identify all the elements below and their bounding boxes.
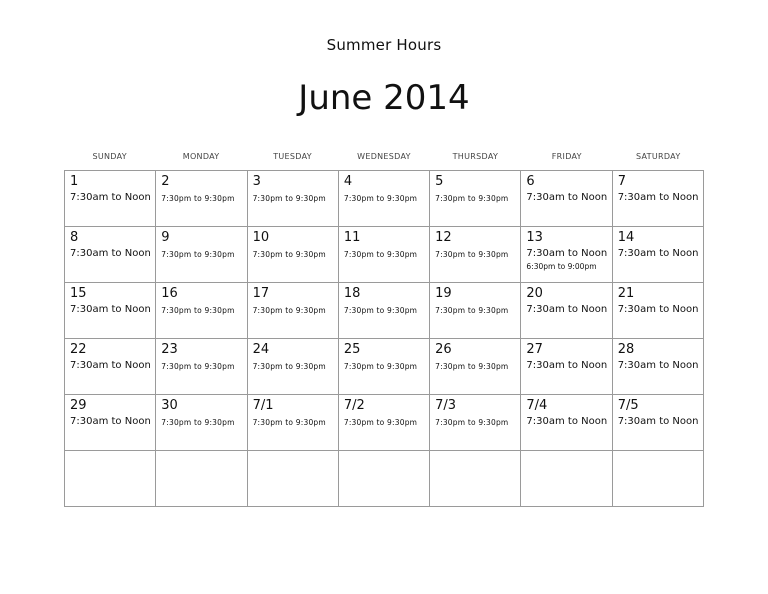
day-hours: 7:30am to Noon bbox=[70, 416, 151, 427]
day-cell-content bbox=[248, 339, 338, 394]
day-cell-content bbox=[156, 171, 246, 226]
day-hours: 7:30pm to 9:30pm bbox=[252, 362, 326, 371]
day-number: 2 bbox=[161, 174, 170, 189]
day-number: 14 bbox=[617, 230, 635, 245]
day-number: 10 bbox=[252, 230, 270, 245]
day-cell-content bbox=[430, 283, 520, 338]
day-hours: 7:30am to Noon bbox=[70, 192, 151, 203]
day-number: 30 bbox=[161, 398, 178, 413]
calendar-week-row bbox=[65, 171, 704, 227]
day-cell bbox=[612, 283, 703, 339]
day-cell bbox=[65, 227, 156, 283]
day-number: 7/2 bbox=[343, 398, 365, 413]
day-cell-content bbox=[65, 171, 155, 226]
day-cell-content bbox=[339, 339, 429, 394]
day-hours: 7:30am to Noon bbox=[70, 304, 151, 315]
day-cell-content bbox=[613, 227, 703, 282]
day-hours: 7:30pm to 9:30pm bbox=[343, 194, 418, 203]
day-hours: 7:30pm to 9:30pm bbox=[161, 194, 235, 203]
day-cell bbox=[156, 395, 247, 451]
day-cell-content bbox=[613, 283, 703, 338]
day-hours: 7:30pm to 9:30pm bbox=[343, 418, 418, 427]
day-hours: 7:30pm to 9:30pm bbox=[343, 306, 418, 315]
day-cell-content bbox=[339, 395, 429, 450]
day-hours: 7:30pm to 9:30pm bbox=[161, 418, 235, 427]
weekday-wednesday: WEDNESDAY bbox=[357, 152, 411, 161]
day-hours: 7:30am to Noon bbox=[617, 416, 699, 427]
day-cell bbox=[338, 451, 429, 507]
day-cell-content bbox=[156, 283, 246, 338]
day-hours: 7:30pm to 9:30pm bbox=[161, 250, 235, 259]
day-hours: 7:30am to Noon bbox=[617, 248, 699, 259]
day-cell-content bbox=[521, 171, 611, 226]
day-cell bbox=[521, 227, 612, 283]
day-cell bbox=[338, 395, 429, 451]
day-number: 7/3 bbox=[435, 398, 457, 413]
day-cell bbox=[65, 451, 156, 507]
day-cell-content bbox=[156, 395, 246, 450]
calendar-week-row bbox=[65, 339, 704, 395]
calendar-week-row bbox=[65, 227, 704, 283]
day-cell-content bbox=[613, 451, 703, 506]
day-cell bbox=[247, 339, 338, 395]
day-cell bbox=[65, 339, 156, 395]
day-cell-content bbox=[339, 451, 429, 506]
day-hours: 7:30pm to 9:30pm bbox=[161, 306, 235, 315]
day-cell-content bbox=[248, 395, 338, 450]
day-cell-content bbox=[339, 283, 429, 338]
day-hours: 7:30pm to 9:30pm bbox=[252, 194, 326, 203]
day-cell bbox=[247, 451, 338, 507]
day-cell bbox=[338, 171, 429, 227]
day-cell bbox=[430, 171, 521, 227]
day-number: 19 bbox=[435, 286, 452, 301]
calendar-week-row bbox=[65, 283, 704, 339]
day-cell bbox=[430, 283, 521, 339]
day-cell bbox=[612, 171, 703, 227]
day-hours: 7:30am to Noon bbox=[617, 192, 699, 203]
day-cell bbox=[521, 451, 612, 507]
day-cell bbox=[338, 283, 429, 339]
day-cell bbox=[521, 171, 612, 227]
day-number: 8 bbox=[70, 230, 79, 245]
weekday-monday: MONDAY bbox=[182, 152, 220, 161]
day-number: 11 bbox=[343, 230, 361, 245]
day-hours: 7:30pm to 9:30pm bbox=[252, 418, 326, 427]
day-cell bbox=[156, 227, 247, 283]
day-number: 17 bbox=[252, 286, 270, 301]
day-cell-content bbox=[521, 227, 611, 282]
calendar-title: June 2014 bbox=[298, 78, 470, 118]
weekday-saturday: SATURDAY bbox=[635, 152, 681, 161]
day-hours: 7:30pm to 9:30pm bbox=[435, 250, 509, 259]
day-cell bbox=[612, 451, 703, 507]
day-cell bbox=[612, 227, 703, 283]
day-cell-content bbox=[430, 227, 520, 282]
day-hours: 7:30am to Noon bbox=[526, 248, 608, 259]
day-number: 13 bbox=[526, 230, 543, 245]
day-cell bbox=[247, 227, 338, 283]
day-cell bbox=[521, 395, 612, 451]
day-hours: 7:30pm to 9:30pm bbox=[435, 194, 509, 203]
day-hours: 7:30pm to 9:30pm bbox=[435, 306, 509, 315]
day-cell bbox=[247, 283, 338, 339]
day-extra-hours: 6:30pm to 9:00pm bbox=[526, 262, 597, 271]
day-number: 20 bbox=[526, 286, 543, 301]
day-hours: 7:30pm to 9:30pm bbox=[161, 362, 235, 371]
day-cell bbox=[338, 339, 429, 395]
calendar-week-row bbox=[65, 395, 704, 451]
weekday-friday: FRIDAY bbox=[551, 152, 582, 161]
day-hours: 7:30pm to 9:30pm bbox=[252, 250, 326, 259]
day-cell-content bbox=[65, 339, 155, 394]
day-cell-content bbox=[521, 283, 611, 338]
day-hours: 7:30am to Noon bbox=[526, 192, 608, 203]
day-cell-content bbox=[521, 339, 611, 394]
day-cell bbox=[430, 451, 521, 507]
day-number: 3 bbox=[252, 174, 261, 189]
day-cell-content bbox=[156, 339, 246, 394]
day-cell-content bbox=[248, 171, 338, 226]
day-cell-content bbox=[248, 283, 338, 338]
day-cell-content bbox=[430, 171, 520, 226]
day-cell-content bbox=[613, 395, 703, 450]
day-number: 24 bbox=[252, 342, 270, 357]
day-cell-content bbox=[613, 339, 703, 394]
day-number: 16 bbox=[161, 286, 178, 301]
day-cell-content bbox=[339, 171, 429, 226]
day-cell-content bbox=[339, 227, 429, 282]
day-cell bbox=[247, 395, 338, 451]
day-cell-content bbox=[156, 451, 246, 506]
day-hours: 7:30pm to 9:30pm bbox=[343, 250, 418, 259]
day-hours: 7:30am to Noon bbox=[526, 360, 608, 371]
day-cell-content bbox=[65, 283, 155, 338]
day-hours: 7:30am to Noon bbox=[526, 304, 608, 315]
weekday-tuesday: TUESDAY bbox=[273, 152, 312, 161]
day-cell bbox=[521, 283, 612, 339]
day-number: 5 bbox=[435, 174, 444, 189]
day-cell-content bbox=[65, 451, 155, 506]
day-cell bbox=[430, 395, 521, 451]
day-cell-content bbox=[613, 171, 703, 226]
day-cell bbox=[612, 339, 703, 395]
weekday-header bbox=[64, 152, 704, 161]
day-number: 1 bbox=[70, 174, 79, 189]
day-number: 29 bbox=[70, 398, 87, 413]
day-number: 4 bbox=[343, 174, 353, 189]
day-number: 27 bbox=[526, 342, 543, 357]
day-cell-content bbox=[521, 395, 611, 450]
day-cell-content bbox=[430, 339, 520, 394]
day-cell bbox=[65, 395, 156, 451]
calendar-week-row bbox=[65, 451, 704, 507]
day-number: 18 bbox=[343, 286, 361, 301]
day-cell-content bbox=[248, 451, 338, 506]
weekday-sunday: SUNDAY bbox=[92, 152, 127, 161]
day-cell bbox=[156, 451, 247, 507]
calendar-body bbox=[65, 171, 704, 507]
day-hours: 7:30am to Noon bbox=[70, 360, 151, 371]
day-number: 7/1 bbox=[252, 398, 274, 413]
day-hours: 7:30pm to 9:30pm bbox=[435, 418, 509, 427]
day-number: 12 bbox=[435, 230, 452, 245]
day-hours: 7:30pm to 9:30pm bbox=[343, 362, 418, 371]
day-cell-content bbox=[156, 227, 246, 282]
day-cell bbox=[338, 227, 429, 283]
day-cell bbox=[156, 339, 247, 395]
day-cell bbox=[247, 171, 338, 227]
day-cell-content bbox=[65, 395, 155, 450]
weekday-thursday: THURSDAY bbox=[452, 152, 499, 161]
day-number: 21 bbox=[617, 286, 635, 301]
day-cell bbox=[430, 227, 521, 283]
day-cell bbox=[65, 283, 156, 339]
day-hours: 7:30pm to 9:30pm bbox=[435, 362, 509, 371]
day-cell bbox=[156, 283, 247, 339]
day-hours: 7:30am to Noon bbox=[70, 248, 151, 259]
day-cell-content bbox=[65, 227, 155, 282]
calendar-grid bbox=[64, 170, 704, 507]
day-hours: 7:30am to Noon bbox=[617, 360, 699, 371]
day-hours: 7:30pm to 9:30pm bbox=[252, 306, 326, 315]
day-number: 26 bbox=[435, 342, 452, 357]
day-cell bbox=[521, 339, 612, 395]
day-cell bbox=[430, 339, 521, 395]
day-number: 25 bbox=[343, 342, 361, 357]
day-cell-content bbox=[430, 451, 520, 506]
day-number: 6 bbox=[526, 174, 535, 189]
day-number: 9 bbox=[161, 230, 170, 245]
day-cell bbox=[65, 171, 156, 227]
day-cell bbox=[612, 395, 703, 451]
day-cell bbox=[156, 171, 247, 227]
day-number: 22 bbox=[70, 342, 87, 357]
day-cell-content bbox=[248, 227, 338, 282]
day-cell-content bbox=[521, 451, 611, 506]
day-hours: 7:30am to Noon bbox=[526, 416, 608, 427]
calendar-subtitle: Summer Hours bbox=[326, 36, 442, 54]
day-hours: 7:30am to Noon bbox=[617, 304, 699, 315]
day-number: 23 bbox=[161, 342, 178, 357]
day-number: 15 bbox=[70, 286, 87, 301]
day-number: 7/4 bbox=[526, 398, 548, 413]
day-number: 7 bbox=[617, 174, 626, 189]
day-cell-content bbox=[430, 395, 520, 450]
day-number: 7/5 bbox=[617, 398, 639, 413]
day-number: 28 bbox=[617, 342, 635, 357]
